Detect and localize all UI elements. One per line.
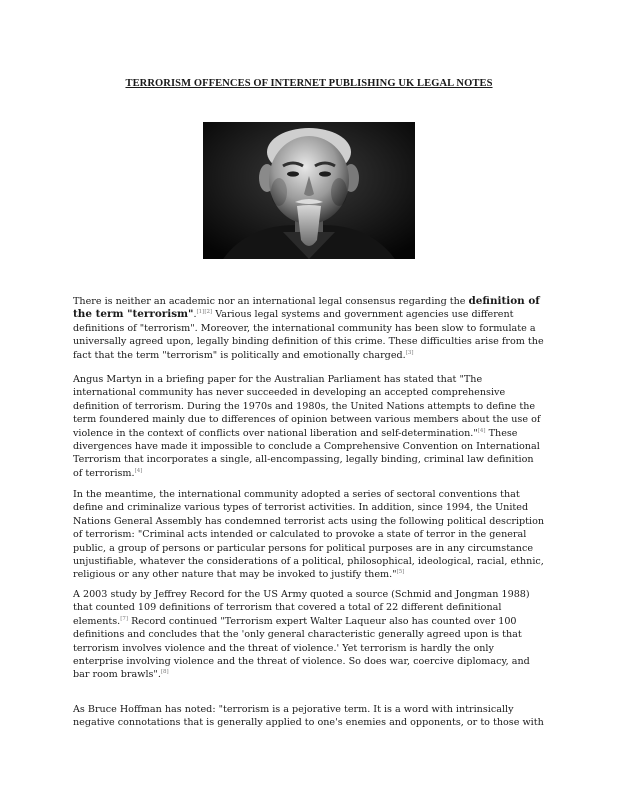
text-line xyxy=(73,615,548,628)
text-line: that counted 109 definitions of terrorism that covered a total of 22 different definitional xyxy=(73,602,502,614)
text-line: public, a group of persons or particular persons for political purposes are in any circumstance xyxy=(73,542,534,554)
footnote-ref[interactable]: [1][2] xyxy=(196,309,213,316)
portrait-image xyxy=(203,122,415,259)
footnote-ref[interactable]: [3] xyxy=(405,349,414,356)
text-span: violence in the context of conflicts over national liberation and self-determination." xyxy=(73,427,478,439)
text-line: As Bruce Hoffman has noted: "terrorism is a pejorative term. It is a word with intrinsically xyxy=(73,704,514,715)
text-line: divergences have made it impossible to conclude a Comprehensive Convention on International xyxy=(73,441,540,453)
text-line: term foundered mainly due to differences of opinion between various members about the use of xyxy=(73,414,541,426)
text-line xyxy=(73,668,548,681)
text-line: Terrorism that incorporates a single, all-encompassing, legally binding, criminal law definition xyxy=(73,454,534,466)
text-span: . xyxy=(193,309,197,321)
text-line xyxy=(73,467,548,480)
text-line: enterprise involving violence and the threat of violence. So does war, coercive diplomacy, and xyxy=(73,656,530,668)
text-span: elements. xyxy=(73,615,121,627)
text-line: unjustifiable, whatever the considerations of a political, philosophical, ideological, racial, ethnic, xyxy=(73,556,544,568)
text-line xyxy=(73,427,548,440)
paragraph-record-study xyxy=(73,588,548,682)
paragraph-definition xyxy=(73,295,548,362)
text-line: international community has never succeeded in developing an accepted comprehensive xyxy=(73,387,506,399)
text-line: Angus Martyn in a briefing paper for the Australian Parliament has stated that "The xyxy=(73,374,483,385)
text-line: A 2003 study by Jeffrey Record for the US Army quoted a source (Schmid and Jongman 1988) xyxy=(73,589,530,600)
text-span: There is neither an academic nor an international legal consensus regarding the xyxy=(73,296,469,307)
text-line xyxy=(73,568,548,581)
text-line xyxy=(73,295,548,308)
text-line: definitions and concludes that the 'only general characteristic generally agreed upon is that xyxy=(73,629,522,641)
text-line: definitions of "terrorism". Moreover, the international community has been slow to formulate a xyxy=(73,322,536,334)
text-line: Nations General Assembly has condemned terrorist acts using the following political description xyxy=(73,515,545,527)
text-line xyxy=(73,349,548,362)
text-line: definition of terrorism. During the 1970s and 1980s, the United Nations attempts to define the xyxy=(73,400,536,412)
bold-term: the term "terrorism" xyxy=(73,308,194,321)
text-line: of terrorism: "Criminal acts intended or calculated to provoke a state of terror in the general xyxy=(73,529,527,541)
text-span: Record continued "Terrorism expert Walter Laqueur also has counted over 100 xyxy=(128,615,517,627)
text-line: define and criminalize various types of terrorist activities. In addition, since 1994, the United xyxy=(73,502,529,514)
text-line xyxy=(73,308,548,321)
paragraph-martyn xyxy=(73,373,548,480)
paragraph-conventions xyxy=(73,488,548,582)
footnote-ref[interactable]: [4] xyxy=(477,427,486,434)
text-line: universally agreed upon, legally binding definition of this crime. These difficulties arise from the xyxy=(73,336,544,348)
portrait-photo xyxy=(203,122,415,259)
bold-term: definition of xyxy=(468,295,540,307)
text-span: bar room brawls". xyxy=(73,669,161,681)
footnote-ref[interactable]: [4] xyxy=(134,467,143,474)
text-span: of terrorism. xyxy=(73,467,135,479)
text-span: religious or any other nature that may be invoked to justify them." xyxy=(73,569,397,581)
text-line: terrorism involves violence and the threat of violence.' Yet terrorism is hardly the only xyxy=(73,642,494,654)
text-span: fact that the term "terrorism" is politically and emotionally charged. xyxy=(73,349,406,361)
text-line: negative connotations that is generally applied to one's enemies and opponents, or to those with xyxy=(73,717,544,729)
footnote-ref[interactable]: [7] xyxy=(120,615,129,622)
text-span: Various legal systems and government agencies use different xyxy=(215,309,514,321)
paragraph-hoffman xyxy=(73,703,548,730)
footnote-ref[interactable]: [8] xyxy=(160,669,169,676)
footnote-ref[interactable]: [5] xyxy=(396,569,405,576)
page-title: TERRORISM OFFENCES OF INTERNET PUBLISHING UK LEGAL NOTES xyxy=(125,78,493,89)
text-span: These xyxy=(485,427,518,439)
text-line: In the meantime, the international community adopted a series of sectoral conventions that xyxy=(73,489,520,500)
